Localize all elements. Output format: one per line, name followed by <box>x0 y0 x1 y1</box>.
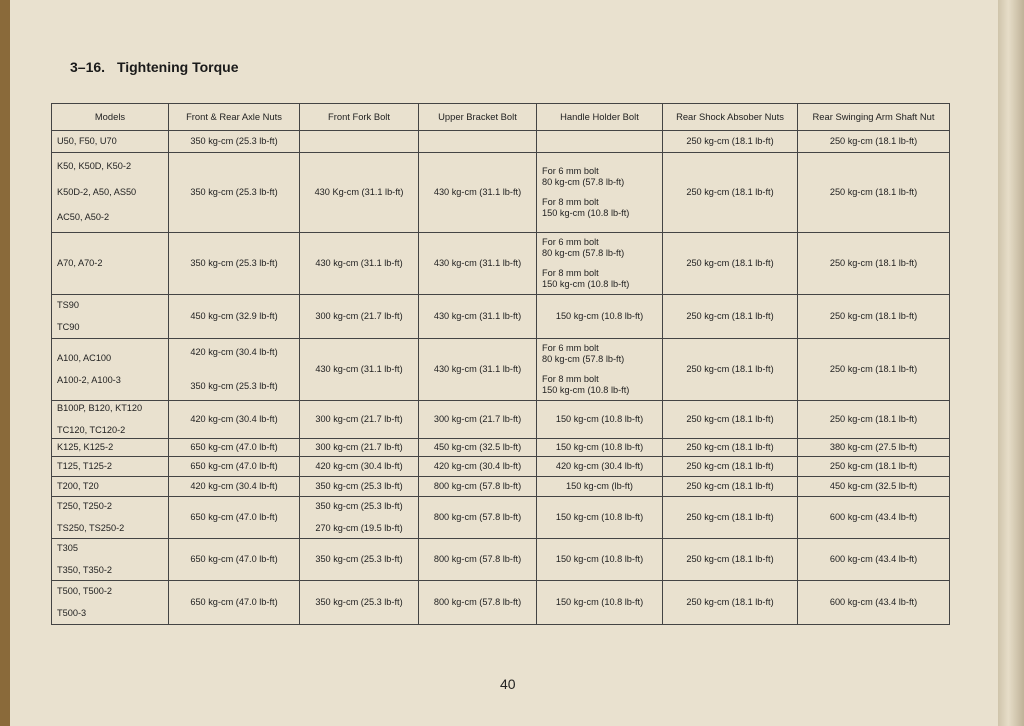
handle-torque-line: 150 kg-cm (10.8 lb-ft) <box>555 553 644 564</box>
shock-torque: 250 kg-cm (18.1 lb-ft) <box>686 480 774 491</box>
column-header: Upper Bracket Bolt <box>419 104 537 131</box>
axle-nut-cell <box>169 581 300 625</box>
fork-bolt-cell <box>300 339 419 401</box>
fork-bolt-cell <box>300 477 419 497</box>
bracket-torque: 430 kg-cm (31.1 lb-ft) <box>433 310 522 321</box>
bracket-bolt-cell <box>419 131 537 153</box>
table-row <box>52 497 950 539</box>
swing-torque: 250 kg-cm (18.1 lb-ft) <box>829 413 918 424</box>
bracket-bolt-cell <box>419 539 537 581</box>
fork-torque: 420 kg-cm (30.4 lb-ft) <box>315 460 403 471</box>
swing-arm-cell <box>798 153 950 233</box>
handle-torque-line: For 6 mm bolt <box>542 236 599 247</box>
model-name: T305 <box>57 543 78 553</box>
handle-torque-line: 150 kg-cm (10.8 lb-ft) <box>555 596 644 607</box>
bracket-torque: 800 kg-cm (57.8 lb-ft) <box>433 596 522 607</box>
handle-bolt-cell <box>537 131 663 153</box>
swing-torque: 250 kg-cm (18.1 lb-ft) <box>829 135 918 146</box>
handle-bolt-cell <box>537 581 663 625</box>
axle-torque: 350 kg-cm (25.3 lb-ft) <box>190 135 278 146</box>
swing-torque: 450 kg-cm (32.5 lb-ft) <box>829 480 918 491</box>
model-name: K125, K125-2 <box>57 441 114 452</box>
models-cell <box>52 153 169 233</box>
model-name: T250, T250-2 <box>57 501 112 511</box>
column-header: Rear Shock Absober Nuts <box>663 104 798 131</box>
model-name: A100-2, A100-3 <box>57 374 121 385</box>
handle-torque-line: 80 kg-cm (57.8 lb-ft) <box>542 354 625 364</box>
bracket-bolt-cell <box>419 233 537 295</box>
model-name: T125, T125-2 <box>57 460 112 471</box>
handle-torque-line: For 8 mm bolt <box>542 373 599 384</box>
swing-torque: 600 kg-cm (43.4 lb-ft) <box>829 553 918 564</box>
fork-torque: 430 kg-cm (31.1 lb-ft) <box>315 363 403 374</box>
shock-torque: 250 kg-cm (18.1 lb-ft) <box>686 310 774 321</box>
models-cell <box>52 295 169 339</box>
torque-table <box>51 103 950 625</box>
model-name: T500, T500-2 <box>57 586 112 596</box>
bracket-torque: 800 kg-cm (57.8 lb-ft) <box>433 480 522 491</box>
swing-arm-cell <box>798 477 950 497</box>
models-cell <box>52 477 169 497</box>
table-row <box>52 539 950 581</box>
column-header: Front & Rear Axle Nuts <box>169 104 300 131</box>
shock-nut-cell <box>663 477 798 497</box>
section-heading: Tightening Torque <box>116 59 239 75</box>
model-name: U50, F50, U70 <box>57 135 117 146</box>
shock-torque: 250 kg-cm (18.1 lb-ft) <box>686 257 774 268</box>
swing-arm-cell <box>798 497 950 539</box>
handle-torque-line: 150 kg-cm (10.8 lb-ft) <box>542 279 630 289</box>
shock-torque: 250 kg-cm (18.1 lb-ft) <box>686 441 774 452</box>
fork-bolt-cell <box>300 457 419 477</box>
axle-nut-cell <box>169 295 300 339</box>
axle-torque: 450 kg-cm (32.9 lb-ft) <box>190 310 278 321</box>
fork-torque: 350 kg-cm (25.3 lb-ft) <box>315 553 403 564</box>
bracket-bolt-cell <box>419 457 537 477</box>
shock-torque: 250 kg-cm (18.1 lb-ft) <box>686 186 774 197</box>
shock-nut-cell <box>663 153 798 233</box>
fork-torque: 350 kg-cm (25.3 lb-ft) <box>315 596 403 607</box>
handle-bolt-cell <box>537 477 663 497</box>
table-row <box>52 401 950 439</box>
axle-nut-cell <box>169 339 300 401</box>
section-title <box>70 59 239 75</box>
model-name: A100, AC100 <box>57 353 112 363</box>
bracket-bolt-cell <box>419 477 537 497</box>
page-binding <box>998 0 1024 726</box>
bracket-torque: 420 kg-cm (30.4 lb-ft) <box>433 460 522 471</box>
swing-arm-cell <box>798 401 950 439</box>
bracket-bolt-cell <box>419 153 537 233</box>
axle-torque: 650 kg-cm (47.0 lb-ft) <box>190 553 278 564</box>
handle-torque-line: For 6 mm bolt <box>542 342 599 353</box>
models-cell <box>52 581 169 625</box>
table-row <box>52 477 950 497</box>
swing-arm-cell <box>798 295 950 339</box>
table-row <box>52 581 950 625</box>
shock-nut-cell <box>663 581 798 625</box>
axle-torque: 350 kg-cm (25.3 lb-ft) <box>190 257 278 268</box>
swing-torque: 250 kg-cm (18.1 lb-ft) <box>829 363 918 374</box>
section-number: 3–16. <box>70 59 106 75</box>
shock-nut-cell <box>663 295 798 339</box>
bracket-bolt-cell <box>419 439 537 457</box>
table-body <box>52 131 950 625</box>
axle-torque: 650 kg-cm (47.0 lb-ft) <box>190 511 278 522</box>
shock-nut-cell <box>663 233 798 295</box>
bracket-torque: 800 kg-cm (57.8 lb-ft) <box>433 553 522 564</box>
table-row <box>52 339 950 401</box>
table-row <box>52 233 950 295</box>
fork-bolt-cell <box>300 581 419 625</box>
table-header-row <box>52 104 950 131</box>
swing-torque: 250 kg-cm (18.1 lb-ft) <box>829 310 918 321</box>
models-cell <box>52 339 169 401</box>
handle-bolt-cell <box>537 153 663 233</box>
swing-torque: 380 kg-cm (27.5 lb-ft) <box>829 441 918 452</box>
model-name: T350, T350-2 <box>57 564 112 575</box>
bracket-torque: 430 kg-cm (31.1 lb-ft) <box>433 257 522 268</box>
table-row <box>52 131 950 153</box>
swing-torque: 600 kg-cm (43.4 lb-ft) <box>829 511 918 522</box>
fork-torque: 300 kg-cm (21.7 lb-ft) <box>315 310 403 321</box>
shock-torque: 250 kg-cm (18.1 lb-ft) <box>686 363 774 374</box>
swing-torque: 250 kg-cm (18.1 lb-ft) <box>829 186 918 197</box>
fork-bolt-cell <box>300 131 419 153</box>
model-name: A70, A70-2 <box>57 257 103 268</box>
axle-nut-cell <box>169 401 300 439</box>
column-header: Handle Holder Bolt <box>537 104 663 131</box>
table-row <box>52 295 950 339</box>
shock-torque: 250 kg-cm (18.1 lb-ft) <box>686 135 774 146</box>
model-name: TC90 <box>57 321 80 332</box>
handle-torque-line: 150 kg-cm (10.8 lb-ft) <box>542 208 630 218</box>
swing-arm-cell <box>798 539 950 581</box>
axle-nut-cell <box>169 457 300 477</box>
bracket-torque: 300 kg-cm (21.7 lb-ft) <box>433 413 522 424</box>
handle-torque-line: 80 kg-cm (57.8 lb-ft) <box>542 248 625 258</box>
shock-nut-cell <box>663 401 798 439</box>
axle-nut-cell <box>169 477 300 497</box>
axle-nut-cell <box>169 131 300 153</box>
handle-torque-line: For 8 mm bolt <box>542 196 599 207</box>
handle-bolt-cell <box>537 233 663 295</box>
handle-torque-line: For 6 mm bolt <box>542 165 599 176</box>
handle-torque-line: 150 kg-cm (10.8 lb-ft) <box>555 441 644 452</box>
handle-bolt-cell <box>537 539 663 581</box>
axle-nut-cell <box>169 497 300 539</box>
page-number: 40 <box>500 676 516 692</box>
fork-bolt-cell <box>300 153 419 233</box>
fork-torque: 350 kg-cm (25.3 lb-ft) <box>315 501 403 511</box>
models-cell <box>52 497 169 539</box>
shock-torque: 250 kg-cm (18.1 lb-ft) <box>686 460 774 471</box>
handle-bolt-cell <box>537 339 663 401</box>
axle-nut-cell <box>169 153 300 233</box>
column-header: Models <box>52 104 169 131</box>
bracket-torque: 430 kg-cm (31.1 lb-ft) <box>433 363 522 374</box>
axle-torque: 650 kg-cm (47.0 lb-ft) <box>190 596 278 607</box>
model-name: TS90 <box>57 300 79 310</box>
handle-bolt-cell <box>537 457 663 477</box>
axle-torque: 350 kg-cm (25.3 lb-ft) <box>190 186 278 197</box>
swing-arm-cell <box>798 131 950 153</box>
fork-torque-alt: 270 kg-cm (19.5 lb-ft) <box>315 522 403 533</box>
swing-torque: 600 kg-cm (43.4 lb-ft) <box>829 596 918 607</box>
model-name: TC120, TC120-2 <box>57 424 126 435</box>
model-name: B100P, B120, KT120 <box>57 403 143 413</box>
handle-torque-line: 150 kg-cm (lb-ft) <box>566 480 633 491</box>
handle-bolt-cell <box>537 295 663 339</box>
fork-torque: 430 Kg-cm (31.1 lb-ft) <box>314 186 404 197</box>
axle-torque: 420 kg-cm (30.4 lb-ft) <box>190 347 278 357</box>
models-cell <box>52 539 169 581</box>
column-header: Front Fork Bolt <box>300 104 419 131</box>
axle-nut-cell <box>169 439 300 457</box>
swing-torque: 250 kg-cm (18.1 lb-ft) <box>829 257 918 268</box>
handle-torque-line: 80 kg-cm (57.8 lb-ft) <box>542 177 625 187</box>
swing-arm-cell <box>798 457 950 477</box>
fork-bolt-cell <box>300 539 419 581</box>
bracket-torque: 800 kg-cm (57.8 lb-ft) <box>433 511 522 522</box>
model-name: T500-3 <box>57 607 87 618</box>
shock-nut-cell <box>663 439 798 457</box>
handle-torque-line: 150 kg-cm (10.8 lb-ft) <box>555 413 644 424</box>
fork-bolt-cell <box>300 295 419 339</box>
fork-torque: 350 kg-cm (25.3 lb-ft) <box>315 480 403 491</box>
handle-torque-line: For 8 mm bolt <box>542 267 599 278</box>
axle-torque: 650 kg-cm (47.0 lb-ft) <box>190 441 278 452</box>
shock-torque: 250 kg-cm (18.1 lb-ft) <box>686 596 774 607</box>
fork-bolt-cell <box>300 401 419 439</box>
bracket-bolt-cell <box>419 401 537 439</box>
model-name: TS250, TS250-2 <box>57 522 125 533</box>
handle-torque-line: 150 kg-cm (10.8 lb-ft) <box>555 511 644 522</box>
bracket-bolt-cell <box>419 581 537 625</box>
fork-torque: 300 kg-cm (21.7 lb-ft) <box>315 413 403 424</box>
fork-bolt-cell <box>300 497 419 539</box>
shock-nut-cell <box>663 497 798 539</box>
models-cell <box>52 457 169 477</box>
models-cell <box>52 131 169 153</box>
table-row <box>52 153 950 233</box>
axle-nut-cell <box>169 539 300 581</box>
model-name: AC50, A50-2 <box>57 212 110 223</box>
bracket-bolt-cell <box>419 339 537 401</box>
axle-torque: 420 kg-cm (30.4 lb-ft) <box>190 480 278 491</box>
model-name: K50D-2, A50, AS50 <box>57 186 137 197</box>
shock-nut-cell <box>663 131 798 153</box>
swing-arm-cell <box>798 439 950 457</box>
column-header: Rear Swinging Arm Shaft Nut <box>798 104 950 131</box>
models-cell <box>52 401 169 439</box>
axle-nut-cell <box>169 233 300 295</box>
shock-nut-cell <box>663 339 798 401</box>
axle-torque-alt: 350 kg-cm (25.3 lb-ft) <box>190 380 278 391</box>
table-row <box>52 439 950 457</box>
handle-torque-line: 150 kg-cm (10.8 lb-ft) <box>542 385 630 395</box>
model-name: T200, T20 <box>57 480 99 491</box>
handle-bolt-cell <box>537 439 663 457</box>
fork-torque: 430 kg-cm (31.1 lb-ft) <box>315 257 403 268</box>
bracket-torque: 450 kg-cm (32.5 lb-ft) <box>433 441 522 452</box>
axle-torque: 420 kg-cm (30.4 lb-ft) <box>190 413 278 424</box>
bracket-bolt-cell <box>419 497 537 539</box>
fork-bolt-cell <box>300 439 419 457</box>
swing-torque: 250 kg-cm (18.1 lb-ft) <box>829 460 918 471</box>
table-row <box>52 457 950 477</box>
fork-bolt-cell <box>300 233 419 295</box>
swing-arm-cell <box>798 233 950 295</box>
shock-torque: 250 kg-cm (18.1 lb-ft) <box>686 553 774 564</box>
models-cell <box>52 233 169 295</box>
swing-arm-cell <box>798 339 950 401</box>
bracket-bolt-cell <box>419 295 537 339</box>
handle-bolt-cell <box>537 497 663 539</box>
handle-bolt-cell <box>537 401 663 439</box>
shock-torque: 250 kg-cm (18.1 lb-ft) <box>686 511 774 522</box>
swing-arm-cell <box>798 581 950 625</box>
axle-torque: 650 kg-cm (47.0 lb-ft) <box>190 460 278 471</box>
handle-torque-line: 150 kg-cm (10.8 lb-ft) <box>555 310 644 321</box>
models-cell <box>52 439 169 457</box>
bracket-torque: 430 kg-cm (31.1 lb-ft) <box>433 186 522 197</box>
shock-nut-cell <box>663 539 798 581</box>
shock-torque: 250 kg-cm (18.1 lb-ft) <box>686 413 774 424</box>
model-name: K50, K50D, K50-2 <box>57 161 132 172</box>
shock-nut-cell <box>663 457 798 477</box>
handle-torque-line: 420 kg-cm (30.4 lb-ft) <box>555 460 644 471</box>
fork-torque: 300 kg-cm (21.7 lb-ft) <box>315 441 403 452</box>
